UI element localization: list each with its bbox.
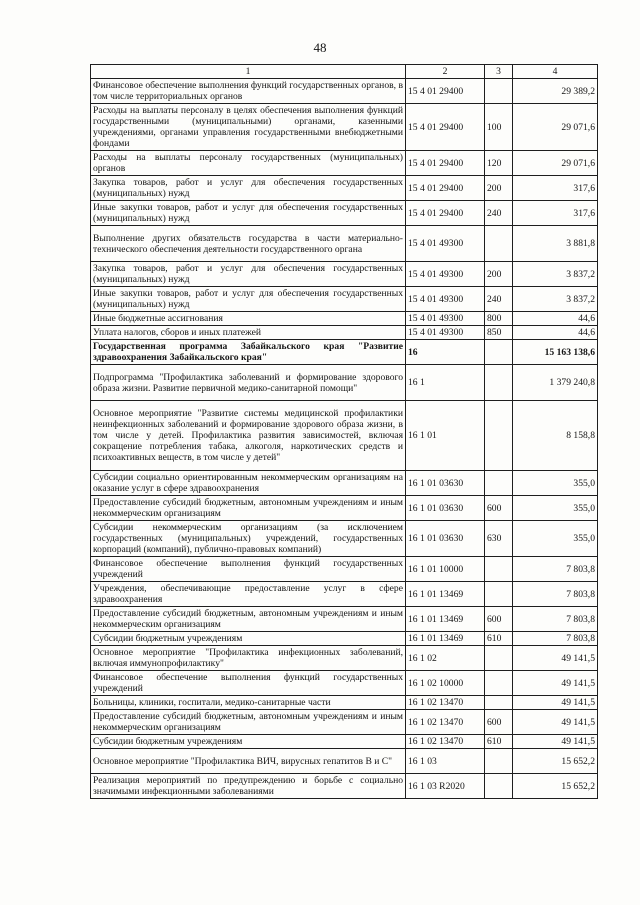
row-expense-type-cell [485,340,513,365]
row-amount-cell: 3 881,8 [513,226,598,262]
column-header: 3 [485,65,513,79]
row-expense-type-cell [485,401,513,471]
row-expense-type-cell: 200 [485,176,513,201]
row-code-cell: 15 4 01 49300 [406,287,485,312]
row-name-cell: Расходы на выплаты персоналу в целях обеспечения выполнения функций государственными (муниципальными) органами, казенными учреждениями, органами управления государственными внебюджетными фондами [91,104,406,151]
row-expense-type-cell: 240 [485,287,513,312]
table-row [91,557,598,582]
row-expense-type-cell: 240 [485,201,513,226]
row-code-cell: 16 1 01 13469 [406,632,485,646]
row-amount-cell: 3 837,2 [513,287,598,312]
row-expense-type-cell: 600 [485,710,513,735]
row-code-cell: 16 1 03 R2020 [406,774,485,799]
table-row [91,774,598,799]
row-name-cell: Предоставление субсидий бюджетным, автономным учреждениям и иным некоммерческим организациям [91,496,406,521]
row-expense-type-cell: 600 [485,496,513,521]
row-name-cell: Расходы на выплаты персоналу государственных (муниципальных) органов [91,151,406,176]
row-amount-cell: 49 141,5 [513,735,598,749]
row-expense-type-cell: 630 [485,521,513,557]
row-amount-cell: 317,6 [513,201,598,226]
row-code-cell: 16 1 01 13469 [406,607,485,632]
row-code-cell: 16 1 01 10000 [406,557,485,582]
row-name-cell: Субсидии бюджетным учреждениям [91,632,406,646]
row-expense-type-cell [485,471,513,496]
row-code-cell: 15 4 01 29400 [406,104,485,151]
row-code-cell: 16 1 01 03630 [406,496,485,521]
row-name-cell: Иные закупки товаров, работ и услуг для обеспечения государственных (муниципальных) нужд [91,287,406,312]
page-number: 48 [313,40,327,55]
row-code-cell: 15 4 01 29400 [406,176,485,201]
table-row [91,201,598,226]
row-amount-cell: 49 141,5 [513,696,598,710]
row-name-cell: Больницы, клиники, госпитали, медико-санитарные части [91,696,406,710]
row-expense-type-cell: 120 [485,151,513,176]
row-code-cell: 15 4 01 29400 [406,79,485,104]
row-expense-type-cell: 800 [485,312,513,326]
row-amount-cell: 3 837,2 [513,262,598,287]
row-amount-cell: 49 141,5 [513,646,598,671]
row-name-cell: Подпрограмма "Профилактика заболеваний и формирование здорового образа жизни. Развитие первичной медико-санитарной помощи" [91,365,406,401]
row-name-cell: Иные бюджетные ассигнования [91,312,406,326]
table-row [91,496,598,521]
table-row [91,151,598,176]
table-row [91,607,598,632]
row-name-cell: Финансовое обеспечение выполнения функций государственных органов, в том числе территориальных органов [91,79,406,104]
row-code-cell: 16 1 02 13470 [406,710,485,735]
row-amount-cell: 15 163 138,6 [513,340,598,365]
row-name-cell: Субсидии некоммерческим организациям (за исключением государственных (муниципальных) учреждений, государственных корпораций (компаний), публично-правовых компаний) [91,521,406,557]
row-amount-cell: 355,0 [513,521,598,557]
table-row [91,262,598,287]
row-expense-type-cell: 610 [485,632,513,646]
table-row [91,340,598,365]
row-amount-cell: 7 803,8 [513,607,598,632]
table-row [91,671,598,696]
row-code-cell: 16 1 02 13470 [406,735,485,749]
row-name-cell: Иные закупки товаров, работ и услуг для обеспечения государственных (муниципальных) нужд [91,201,406,226]
row-amount-cell: 355,0 [513,471,598,496]
row-expense-type-cell [485,582,513,607]
row-name-cell: Основное мероприятие "Профилактика инфекционных заболеваний, включая иммунопрофилактику" [91,646,406,671]
row-expense-type-cell [485,696,513,710]
row-code-cell: 16 [406,340,485,365]
row-amount-cell: 44,6 [513,326,598,340]
row-amount-cell: 7 803,8 [513,582,598,607]
row-amount-cell: 29 071,6 [513,104,598,151]
row-expense-type-cell [485,79,513,104]
row-expense-type-cell [485,671,513,696]
row-code-cell: 16 1 01 03630 [406,471,485,496]
row-code-cell: 15 4 01 49300 [406,312,485,326]
row-amount-cell: 49 141,5 [513,710,598,735]
table-row [91,471,598,496]
table-row [91,79,598,104]
table-row [91,401,598,471]
row-code-cell: 15 4 01 29400 [406,151,485,176]
row-expense-type-cell: 100 [485,104,513,151]
row-name-cell: Предоставление субсидий бюджетным, автономным учреждениям и иным некоммерческим организациям [91,607,406,632]
row-name-cell: Выполнение других обязательств государства в части материально-технического обеспечения деятельности государственного органа [91,226,406,262]
row-expense-type-cell: 600 [485,607,513,632]
row-name-cell: Основное мероприятие "Профилактика ВИЧ, вирусных гепатитов В и С" [91,749,406,774]
table-header-row [91,65,598,79]
table-row [91,326,598,340]
row-code-cell: 16 1 01 13469 [406,582,485,607]
row-code-cell: 16 1 02 [406,646,485,671]
row-name-cell: Финансовое обеспечение выполнения функций государственных учреждений [91,557,406,582]
row-amount-cell: 7 803,8 [513,557,598,582]
table-row [91,710,598,735]
row-code-cell: 15 4 01 49300 [406,326,485,340]
row-amount-cell: 49 141,5 [513,671,598,696]
table-row [91,735,598,749]
row-amount-cell: 7 803,8 [513,632,598,646]
row-code-cell: 16 1 02 10000 [406,671,485,696]
row-name-cell: Субсидии социально ориентированным некоммерческим организациям на оказание услуг в сфере здравоохранения [91,471,406,496]
table-row [91,521,598,557]
row-amount-cell: 1 379 240,8 [513,365,598,401]
table-row [91,287,598,312]
row-expense-type-cell [485,774,513,799]
row-amount-cell: 44,6 [513,312,598,326]
row-name-cell: Предоставление субсидий бюджетным, автономным учреждениям и иным некоммерческим организациям [91,710,406,735]
table-row [91,176,598,201]
table-row [91,226,598,262]
table-row [91,696,598,710]
row-name-cell: Уплата налогов, сборов и иных платежей [91,326,406,340]
budget-table [90,64,598,799]
row-amount-cell: 317,6 [513,176,598,201]
row-name-cell: Учреждения, обеспечивающие предоставление услуг в сфере здравоохранения [91,582,406,607]
row-name-cell: Закупка товаров, работ и услуг для обеспечения государственных (муниципальных) нужд [91,176,406,201]
row-code-cell: 15 4 01 29400 [406,201,485,226]
table-row [91,365,598,401]
column-header: 2 [406,65,485,79]
row-code-cell: 16 1 03 [406,749,485,774]
row-expense-type-cell [485,365,513,401]
row-code-cell: 16 1 01 [406,401,485,471]
row-name-cell: Закупка товаров, работ и услуг для обеспечения государственных (муниципальных) нужд [91,262,406,287]
row-code-cell: 15 4 01 49300 [406,226,485,262]
row-amount-cell: 15 652,2 [513,774,598,799]
row-expense-type-cell [485,646,513,671]
row-expense-type-cell [485,226,513,262]
row-amount-cell: 355,0 [513,496,598,521]
row-expense-type-cell: 850 [485,326,513,340]
row-expense-type-cell: 610 [485,735,513,749]
column-header: 1 [91,65,406,79]
row-amount-cell: 29 071,6 [513,151,598,176]
row-name-cell: Реализация мероприятий по предупреждению и борьбе с социально значимыми инфекционными заболеваниями [91,774,406,799]
table-row [91,312,598,326]
table-row [91,646,598,671]
row-name-cell: Финансовое обеспечение выполнения функций государственных учреждений [91,671,406,696]
row-name-cell: Субсидии бюджетным учреждениям [91,735,406,749]
row-code-cell: 15 4 01 49300 [406,262,485,287]
table-row [91,582,598,607]
table-row [91,632,598,646]
table-row [91,104,598,151]
row-name-cell: Основное мероприятие "Развитие системы медицинской профилактики неинфекционных заболеваний и формирование здорового образа жизни, в том числе у детей. Профилактика развития зависимостей, включая сокращение потребления табака, алкоголя, наркотических средств и психоактивных веществ, в том числе у детей" [91,401,406,471]
row-name-cell: Государственная программа Забайкальского края "Развитие здравоохранения Забайкальского края" [91,340,406,365]
row-amount-cell: 8 158,8 [513,401,598,471]
row-code-cell: 16 1 [406,365,485,401]
row-code-cell: 16 1 01 03630 [406,521,485,557]
row-amount-cell: 15 652,2 [513,749,598,774]
column-header: 4 [513,65,598,79]
row-expense-type-cell [485,557,513,582]
row-expense-type-cell: 200 [485,262,513,287]
row-code-cell: 16 1 02 13470 [406,696,485,710]
row-expense-type-cell [485,749,513,774]
row-amount-cell: 29 389,2 [513,79,598,104]
table-row [91,749,598,774]
